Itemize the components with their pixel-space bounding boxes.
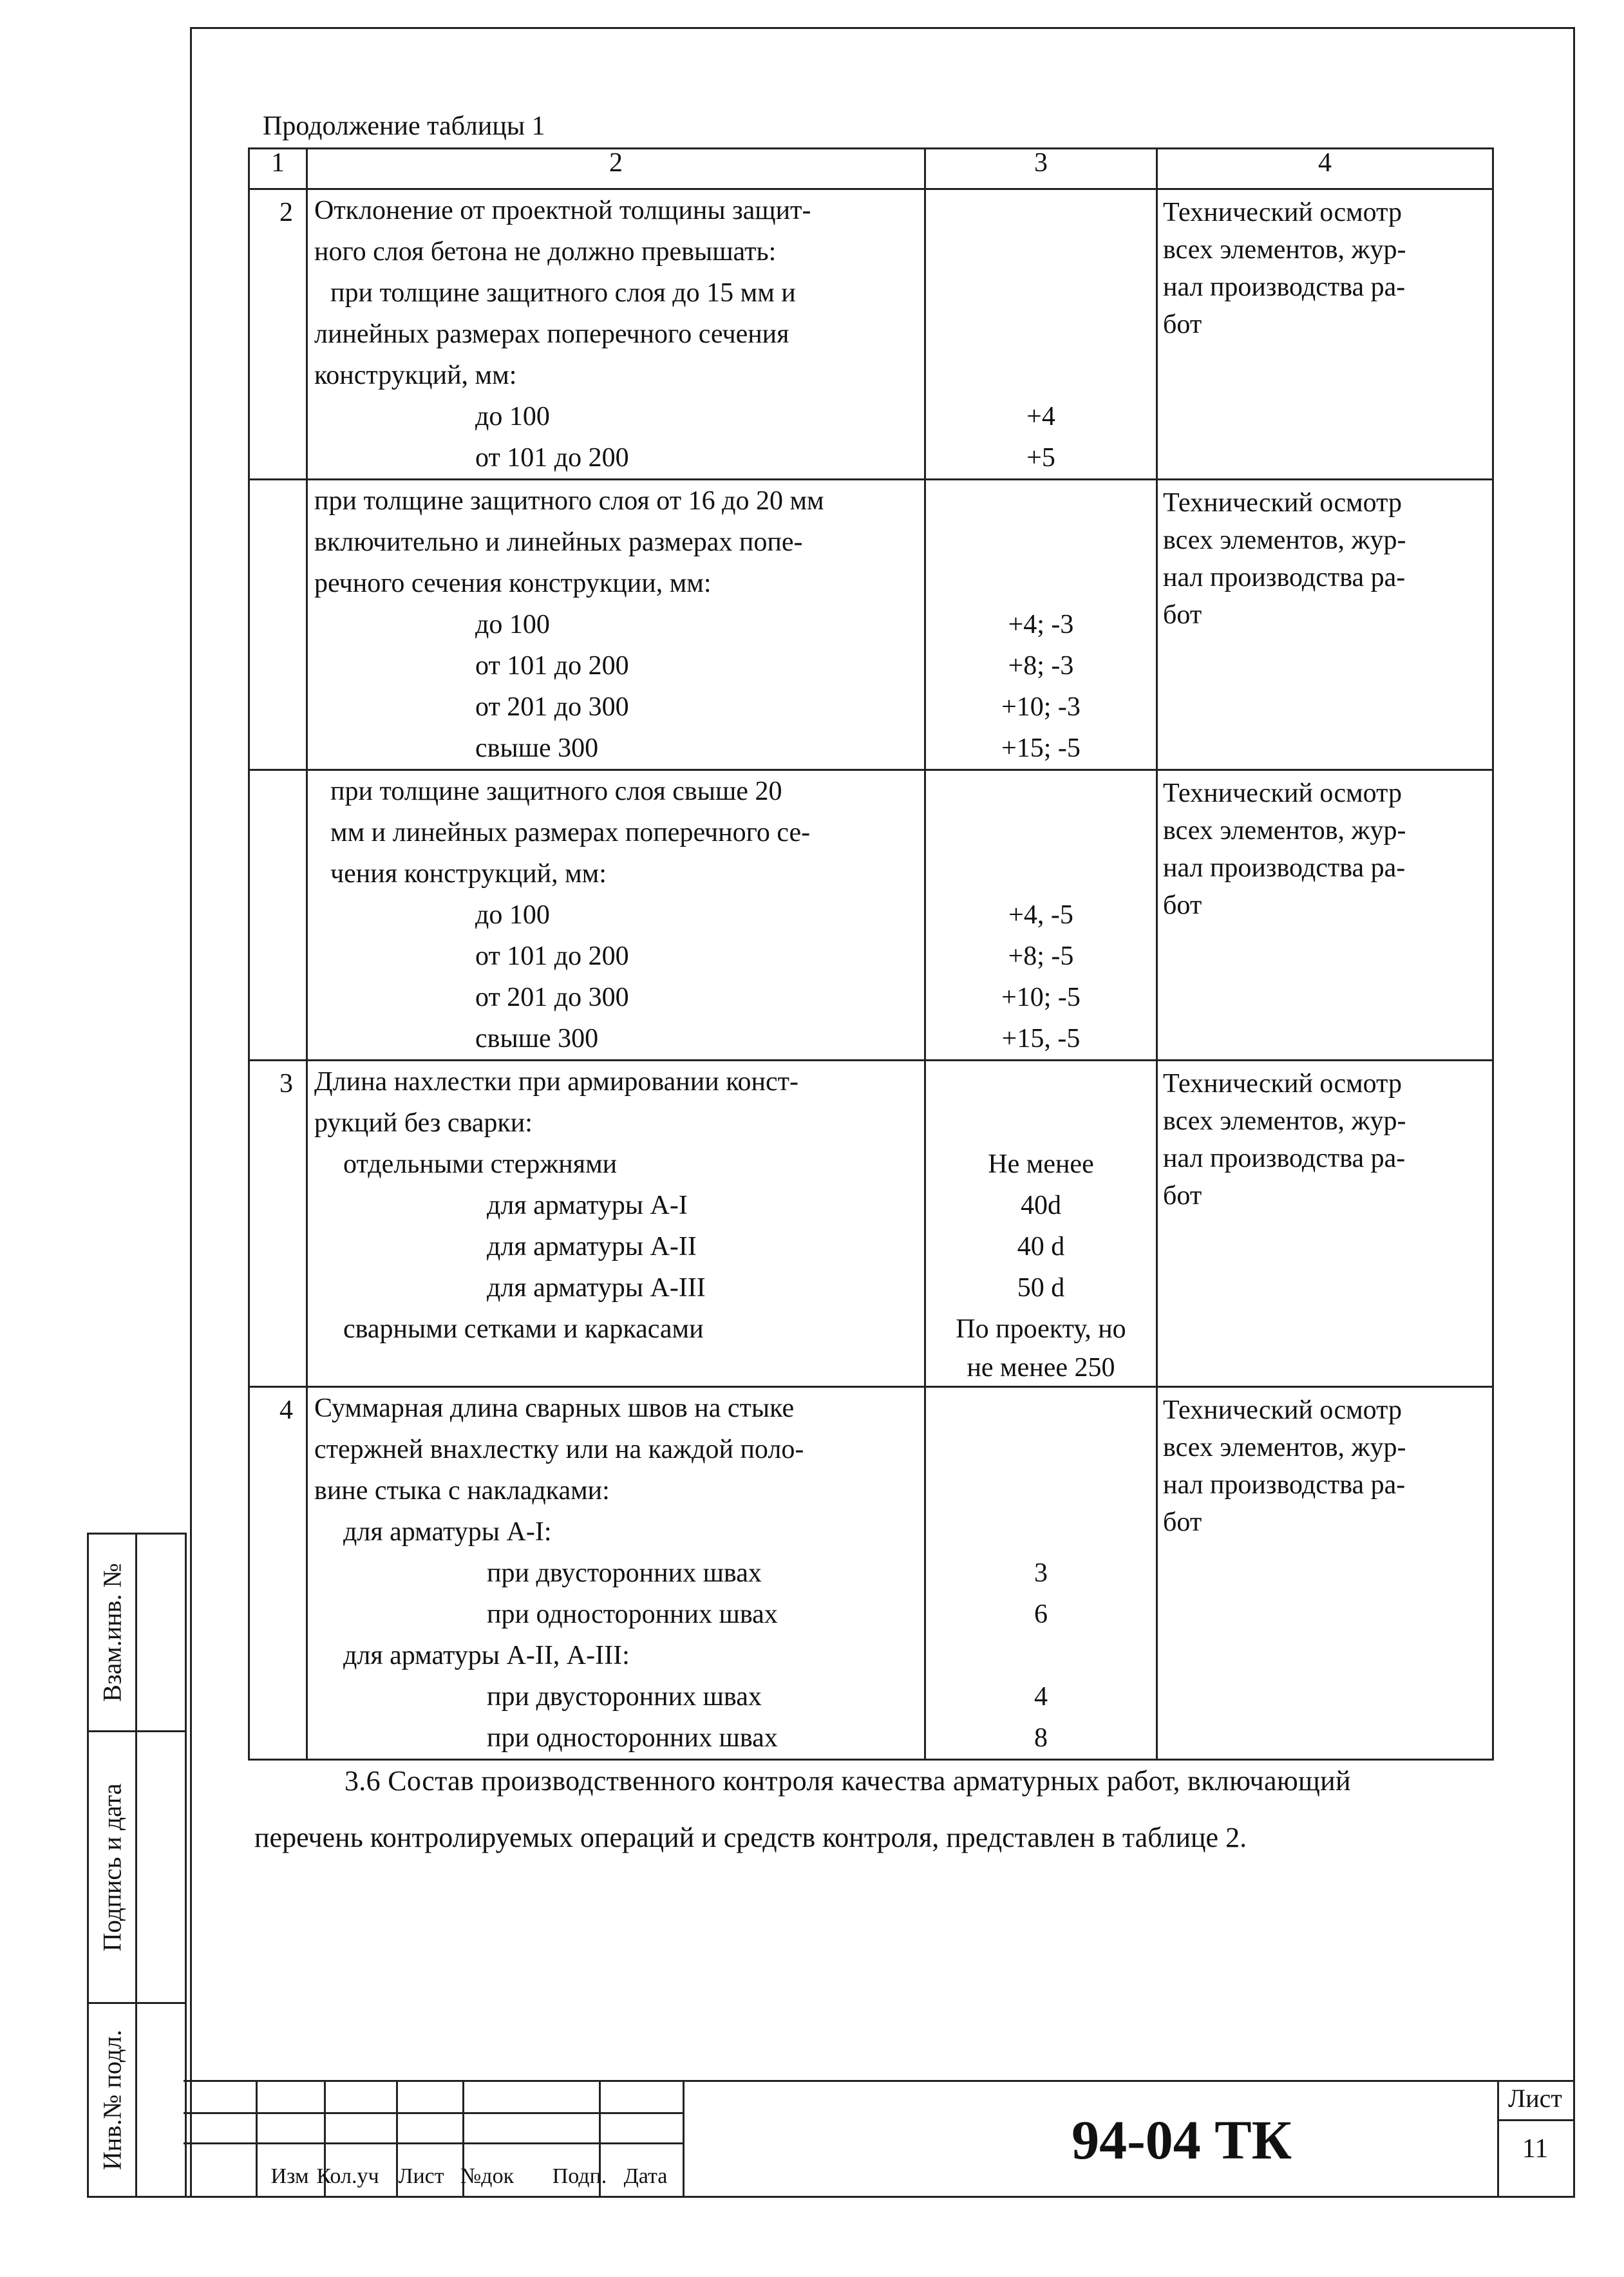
value-cell: Не менее	[988, 1149, 1094, 1179]
description-line: при толщине защитного слоя до 15 мм и	[330, 278, 796, 308]
header-cell: 3	[925, 149, 1157, 189]
row-control-method	[1157, 770, 1493, 1061]
value-cell: не менее 250	[967, 1353, 1115, 1383]
description-line: при толщине защитного слоя свыше 20	[330, 777, 782, 806]
table-row	[249, 1061, 1493, 1387]
method-line: бот	[1163, 600, 1202, 630]
method-line: бот	[1163, 310, 1202, 339]
value-cell: 40d	[1021, 1191, 1061, 1220]
method-line: всех элементов, жур-	[1163, 1106, 1406, 1136]
stamp-label-original-inventory: Инв.№ подл.	[97, 2030, 127, 2170]
row-description	[307, 1387, 925, 1760]
row-values	[925, 480, 1157, 770]
method-line: Технический осмотр	[1163, 488, 1402, 518]
method-line: нал производства ра-	[1163, 1144, 1406, 1173]
method-line: всех элементов, жур-	[1163, 816, 1406, 846]
description-line: при односторонних швах	[487, 1600, 778, 1629]
row-control-method	[1157, 480, 1493, 770]
row-description	[307, 1061, 925, 1387]
description-line: стержней внахлестку или на каждой поло-	[314, 1435, 804, 1464]
description-line: от 101 до 200	[475, 941, 629, 971]
row-values	[925, 1387, 1157, 1760]
table-row	[249, 189, 1493, 480]
value-cell: +15; -5	[1001, 733, 1081, 763]
value-cell: +4, -5	[1008, 900, 1073, 930]
stamp-label-signature-date: Подпись и дата	[97, 1782, 127, 1952]
table-caption: Продолжение таблицы 1	[263, 111, 545, 141]
description-line: Отклонение от проектной толщины защит-	[314, 196, 811, 225]
stamp-label-replacement-inventory: Взам.инв. №	[97, 1563, 127, 1702]
value-cell: По проекту, но	[956, 1314, 1126, 1344]
row-control-method	[1157, 1387, 1493, 1760]
method-line: Технический осмотр	[1163, 779, 1402, 808]
frame-border-top	[190, 27, 1573, 29]
method-line: нал производства ра-	[1163, 1470, 1406, 1500]
row-description	[307, 480, 925, 770]
description-line: при толщине защитного слоя от 16 до 20 мм	[314, 486, 824, 516]
value-cell: +8; -3	[1008, 651, 1074, 681]
method-line: нал производства ра-	[1163, 853, 1406, 883]
value-cell: +4	[1026, 402, 1055, 431]
value-cell: +15, -5	[1001, 1024, 1081, 1053]
method-line: бот	[1163, 1181, 1202, 1211]
description-line: от 101 до 200	[475, 651, 629, 681]
title-block-label-change: Изм	[270, 2164, 309, 2188]
description-line: от 201 до 300	[475, 983, 629, 1012]
row-number: 3	[249, 1061, 307, 1387]
method-line: бот	[1163, 1507, 1202, 1537]
header-cell: 4	[1157, 149, 1493, 189]
method-line: нал производства ра-	[1163, 563, 1406, 592]
table-header-row	[249, 149, 1493, 189]
description-line: мм и линейных размерах поперечного се-	[330, 818, 811, 847]
description-line: речного сечения конструкции, мм:	[314, 569, 712, 598]
row-number: 4	[249, 1387, 307, 1760]
row-values	[925, 770, 1157, 1061]
method-line: бот	[1163, 891, 1202, 920]
value-cell: 40 d	[1017, 1232, 1065, 1261]
sheet-number: 11	[1522, 2134, 1549, 2164]
description-line: Длина нахлестки при армировании конст-	[314, 1067, 798, 1097]
method-line: всех элементов, жур-	[1163, 525, 1406, 555]
title-block	[184, 2080, 1575, 2196]
description-line: для арматуры А-I	[487, 1191, 688, 1220]
value-cell: +8; -5	[1008, 941, 1074, 971]
description-line: от 201 до 300	[475, 692, 629, 722]
title-block-label-sheet: Лист	[398, 2164, 444, 2188]
description-line: для арматуры А-II, А-III:	[343, 1641, 630, 1670]
paragraph-line-1: 3.6 Состав производственного контроля качества арматурных работ, включающий	[345, 1765, 1351, 1797]
value-cell: 8	[1034, 1723, 1048, 1753]
description-line: чения конструкций, мм:	[330, 859, 607, 889]
description-line: конструкций, мм:	[314, 361, 517, 390]
description-line: от 101 до 200	[475, 443, 629, 473]
description-line: линейных размерах поперечного сечения	[314, 319, 789, 349]
description-line: рукций без сварки:	[314, 1108, 533, 1138]
method-line: Технический осмотр	[1163, 1395, 1402, 1425]
value-cell: +10; -5	[1001, 983, 1081, 1012]
description-line: для арматуры А-III	[487, 1273, 706, 1303]
table-row	[249, 1387, 1493, 1760]
header-cell: 2	[307, 149, 925, 189]
value-cell: 3	[1034, 1558, 1048, 1588]
frame-border-right	[1573, 27, 1575, 2196]
description-line: Суммарная длина сварных швов на стыке	[314, 1394, 795, 1423]
sheet-label: Лист	[1508, 2084, 1562, 2113]
value-cell: +4; -3	[1008, 610, 1074, 639]
title-block-label-signature: Подп.	[552, 2164, 607, 2188]
description-line: свыше 300	[475, 1024, 599, 1053]
method-line: Технический осмотр	[1163, 1069, 1402, 1099]
row-description	[307, 189, 925, 480]
description-line: до 100	[475, 610, 550, 639]
row-control-method	[1157, 1061, 1493, 1387]
title-block-label-quantity: Кол.уч	[316, 2164, 379, 2188]
value-cell: 6	[1034, 1600, 1048, 1629]
row-description	[307, 770, 925, 1061]
value-cell: 4	[1034, 1682, 1048, 1712]
description-line: до 100	[475, 402, 550, 431]
description-line: при односторонних швах	[487, 1723, 778, 1753]
document-code: 94-04 ТК	[1072, 2109, 1292, 2171]
header-cell: 1	[249, 149, 307, 189]
row-values	[925, 189, 1157, 480]
paragraph-line-2: перечень контролируемых операций и средств контроля, представлен в таблице 2.	[254, 1822, 1247, 1853]
description-line: вине стыка с накладками:	[314, 1476, 610, 1506]
stamp-replacement-inventory	[87, 1533, 187, 1732]
title-block-label-document: №док	[460, 2164, 515, 2188]
description-line: при двусторонних швах	[487, 1682, 762, 1712]
description-line: до 100	[475, 900, 550, 930]
method-line: всех элементов, жур-	[1163, 235, 1406, 265]
description-line: отдельными стержнями	[343, 1149, 618, 1179]
stamp-original-inventory	[87, 2002, 187, 2198]
description-line: для арматуры А-I:	[343, 1517, 552, 1547]
description-line: ного слоя бетона не должно превышать:	[314, 237, 777, 267]
description-line: свыше 300	[475, 733, 599, 763]
method-line: Технический осмотр	[1163, 198, 1402, 227]
value-cell: +5	[1026, 443, 1055, 473]
value-cell: 50 d	[1017, 1273, 1065, 1303]
table-row	[249, 480, 1493, 770]
tolerance-table	[248, 147, 1494, 1761]
title-block-label-date: Дата	[623, 2164, 668, 2188]
description-line: сварными сетками и каркасами	[343, 1314, 704, 1344]
table-row	[249, 770, 1493, 1061]
description-line: включительно и линейных размерах попе-	[314, 527, 803, 557]
row-number: 2	[249, 189, 307, 480]
stamp-signature-date	[87, 1730, 187, 2004]
description-line: при двусторонних швах	[487, 1558, 762, 1588]
row-values	[925, 1061, 1157, 1387]
method-line: всех элементов, жур-	[1163, 1433, 1406, 1462]
frame-border-left	[190, 27, 192, 2196]
value-cell: +10; -3	[1001, 692, 1081, 722]
description-line: для арматуры А-II	[487, 1232, 697, 1261]
row-control-method	[1157, 189, 1493, 480]
method-line: нал производства ра-	[1163, 272, 1406, 302]
